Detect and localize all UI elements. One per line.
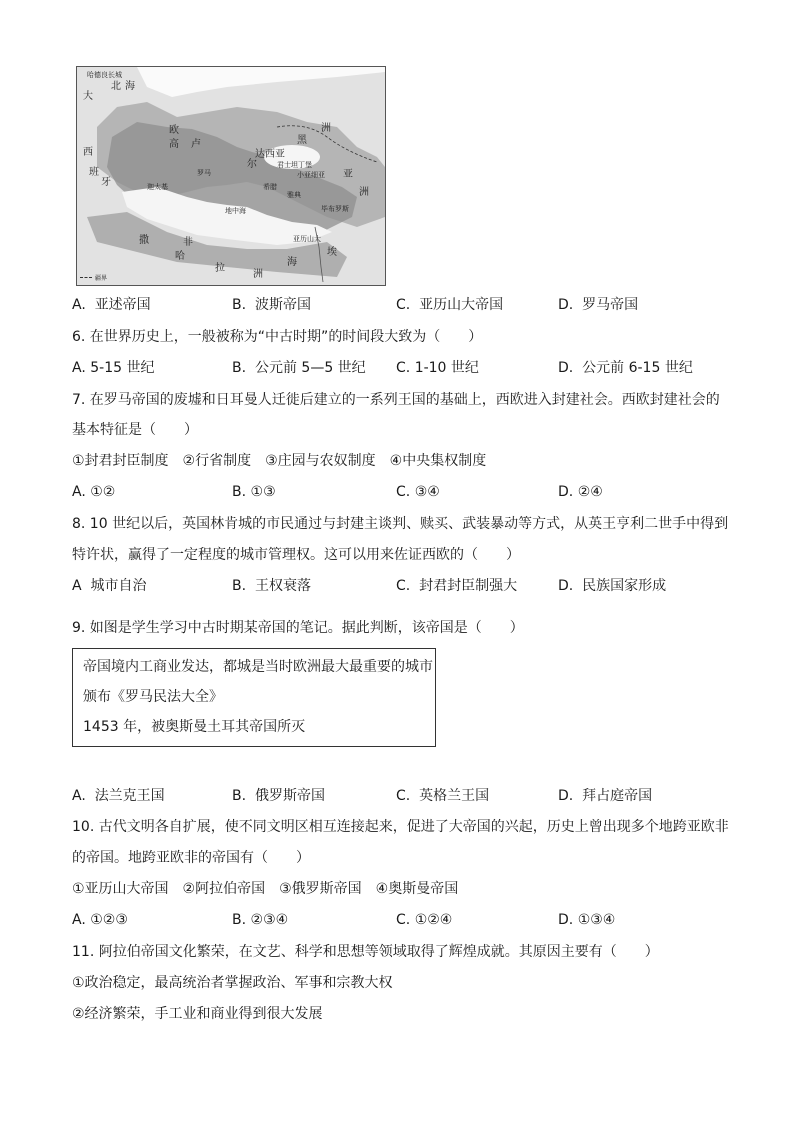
legend-border-swatch <box>80 277 92 280</box>
map-label-constantinople: 君士坦丁堡 <box>277 161 312 169</box>
map-label-zhou-ne: 洲 <box>321 123 331 134</box>
map-label-north: 北 <box>111 81 121 92</box>
q7-stem-line2: 基本特征是（ ） <box>72 422 198 438</box>
option-text: ①②④ <box>414 912 453 928</box>
q6-option-a[interactable] <box>72 358 154 378</box>
map-label-med-sea: 地中海 <box>225 207 246 215</box>
map-label-sea1: 海 <box>125 81 135 92</box>
q5-option-a[interactable] <box>72 295 151 315</box>
option-letter: C. <box>396 297 411 313</box>
q10-option-c[interactable] <box>396 910 452 930</box>
map-label-xi: 西 <box>83 147 93 158</box>
option-letter: A. <box>72 912 86 928</box>
map-label-ya: 牙 <box>101 177 111 188</box>
option-letter: C. <box>396 484 411 500</box>
q8-option-d[interactable] <box>558 576 666 596</box>
note-line-2: 颁布《罗马民法大全》 <box>83 689 223 705</box>
legend-label: 疆界 <box>95 275 108 282</box>
option-text: 封君封臣制强大 <box>419 578 518 594</box>
map-graphic <box>77 67 385 285</box>
option-text: 亚述帝国 <box>94 297 151 313</box>
q7-option-a[interactable] <box>72 482 115 502</box>
q7-option-d[interactable] <box>558 482 603 502</box>
option-letter: A. <box>72 297 86 313</box>
q11-stem: 11. 阿拉伯帝国文化繁荣，在文艺、科学和思想等领域取得了辉煌成就。其原因主要有（ ） <box>72 944 659 960</box>
q5-option-d[interactable] <box>558 295 638 315</box>
map-label-zhou2: 洲 <box>359 187 369 198</box>
option-text: ①②③ <box>90 912 128 928</box>
map-label-egypt: 埃 <box>327 247 337 258</box>
q9-option-c[interactable] <box>396 786 489 806</box>
q6-option-d[interactable] <box>558 358 693 378</box>
q7-option-c[interactable] <box>396 482 440 502</box>
option-text: ①③ <box>250 484 276 500</box>
option-letter: D. <box>558 788 574 804</box>
map-label-zhou3: 洲 <box>253 269 263 280</box>
option-text: 亚历山大帝国 <box>419 297 504 313</box>
q11-item-2: ②经济繁荣，手工业和商业得到很大发展 <box>72 1006 323 1022</box>
option-letter: D. <box>558 484 574 500</box>
option-letter: A <box>72 578 82 594</box>
map-label-da: 大 <box>83 91 93 102</box>
option-text: 法兰克王国 <box>94 788 165 804</box>
map-label-gao: 高 <box>169 139 179 150</box>
q8-option-b[interactable] <box>232 576 311 596</box>
option-letter: D. <box>558 578 574 594</box>
option-letter: A. <box>72 484 86 500</box>
option-text: 罗马帝国 <box>582 297 639 313</box>
roman-empire-map <box>76 66 386 286</box>
option-text: ②④ <box>577 484 603 500</box>
map-label-hai: 海 <box>287 257 297 268</box>
option-letter: C. <box>396 578 411 594</box>
option-letter: D. <box>558 297 574 313</box>
option-text: 俄罗斯帝国 <box>254 788 325 804</box>
option-text: 拜占庭帝国 <box>582 788 653 804</box>
map-label-rome: 罗马 <box>197 169 211 177</box>
map-label-lu: 卢 <box>191 139 201 150</box>
option-letter: B. <box>232 484 247 500</box>
map-label-asia-minor: 小亚细亚 <box>297 171 325 179</box>
option-letter: C. <box>396 360 411 376</box>
q6-option-c[interactable] <box>396 358 479 378</box>
q11-item-1: ①政治稳定，最高统治者掌握政治、军事和宗教大权 <box>72 975 393 991</box>
map-label-alexandria: 亚历山大 <box>293 235 321 243</box>
map-label-ou: 欧 <box>169 125 179 136</box>
map-label-greece: 希腊 <box>263 183 277 191</box>
map-label-ban: 班 <box>89 167 99 178</box>
option-text: 民族国家形成 <box>582 578 667 594</box>
q6-stem: 6. 在世界历史上，一般被称为“中古时期”的时间段大致为（ ） <box>72 329 483 345</box>
map-label-ha: 哈 <box>175 251 185 262</box>
map-label-sa: 撒 <box>139 235 149 246</box>
option-letter: C. <box>396 912 411 928</box>
option-text: 王权衰落 <box>254 578 311 594</box>
map-label-athens: 雅典 <box>287 191 301 199</box>
q10-items: ①亚历山大帝国 ②阿拉伯帝国 ③俄罗斯帝国 ④奥斯曼帝国 <box>72 881 459 897</box>
q9-option-b[interactable] <box>232 786 325 806</box>
q7-stem-line1: 7. 在罗马帝国的废墟和日耳曼人迁徙后建立的一系列王国的基础上，西欧进入封建社会。西欧封建社会的 <box>72 392 720 408</box>
option-letter: B. <box>232 297 247 313</box>
option-text: ①② <box>90 484 116 500</box>
option-letter: C. <box>396 788 411 804</box>
option-text: 城市自治 <box>90 578 147 594</box>
q10-option-d[interactable] <box>558 910 615 930</box>
option-letter: A. <box>72 788 86 804</box>
map-label-dacia: 达西亚 <box>255 149 285 160</box>
q8-option-c[interactable] <box>396 576 517 596</box>
map-label-carthage: 迦太基 <box>147 183 168 191</box>
option-text: 波斯帝国 <box>254 297 311 313</box>
q8-stem-line2: 特许状，赢得了一定程度的城市管理权。这可以用来佐证西欧的（ ） <box>72 547 520 563</box>
option-letter: B. <box>232 360 247 376</box>
option-letter: A. <box>72 360 86 376</box>
option-text: 英格兰王国 <box>419 788 490 804</box>
q6-option-b[interactable] <box>232 358 366 378</box>
option-letter: B. <box>232 788 247 804</box>
q5-option-c[interactable] <box>396 295 503 315</box>
q9-option-a[interactable] <box>72 786 165 806</box>
note-line-3: 1453 年，被奥斯曼土耳其帝国所灭 <box>83 719 306 735</box>
map-label-er: 尔 <box>247 159 257 170</box>
q10-stem-line1: 10. 古代文明各自扩展，使不同文明区相互连接起来，促进了大帝国的兴起，历史上曾出现多个地跨亚欧非 <box>72 819 729 835</box>
option-text: 公元前 6-15 世纪 <box>582 360 693 376</box>
option-text: 1-10 世纪 <box>414 360 479 376</box>
option-letter: D. <box>558 912 574 928</box>
map-label-ya2: 亚 <box>343 169 353 180</box>
map-label-byblos: 毕布罗斯 <box>321 205 349 213</box>
map-label-wall: 哈德良长城 <box>87 71 122 79</box>
option-letter: B. <box>232 912 247 928</box>
q9-stem: 9. 如图是学生学习中古时期某帝国的笔记。据此判断，该帝国是（ ） <box>72 620 524 636</box>
q10-stem-line2: 的帝国。地跨亚欧非的帝国有（ ） <box>72 850 310 866</box>
option-text: ②③④ <box>250 912 289 928</box>
q7-option-b[interactable] <box>232 482 276 502</box>
q10-option-b[interactable] <box>232 910 288 930</box>
q10-option-a[interactable] <box>72 910 128 930</box>
note-line-1: 帝国境内工商业发达，都城是当时欧洲最大最重要的城市 <box>83 659 433 675</box>
map-legend <box>80 275 107 282</box>
q9-study-note <box>72 648 436 747</box>
q9-option-d[interactable] <box>558 786 652 806</box>
option-text: ①③④ <box>577 912 616 928</box>
q8-option-a[interactable] <box>72 576 146 596</box>
q7-items: ①封君封臣制度 ②行省制度 ③庄园与农奴制度 ④中央集权制度 <box>72 453 487 469</box>
option-letter: B. <box>232 578 247 594</box>
q8-stem-line1: 8. 10 世纪以后，英国林肯城的市民通过与封建主谈判、赎买、武装暴动等方式，从英王亨利二世手中得到 <box>72 516 729 532</box>
option-text: 5-15 世纪 <box>90 360 155 376</box>
map-label-fei: 非 <box>183 237 193 248</box>
map-label-black-sea: 黑 <box>297 135 307 146</box>
map-label-la: 拉 <box>215 263 225 274</box>
option-letter: D. <box>558 360 574 376</box>
option-text: 公元前 5—5 世纪 <box>254 360 366 376</box>
option-text: ③④ <box>414 484 440 500</box>
q5-option-b[interactable] <box>232 295 311 315</box>
